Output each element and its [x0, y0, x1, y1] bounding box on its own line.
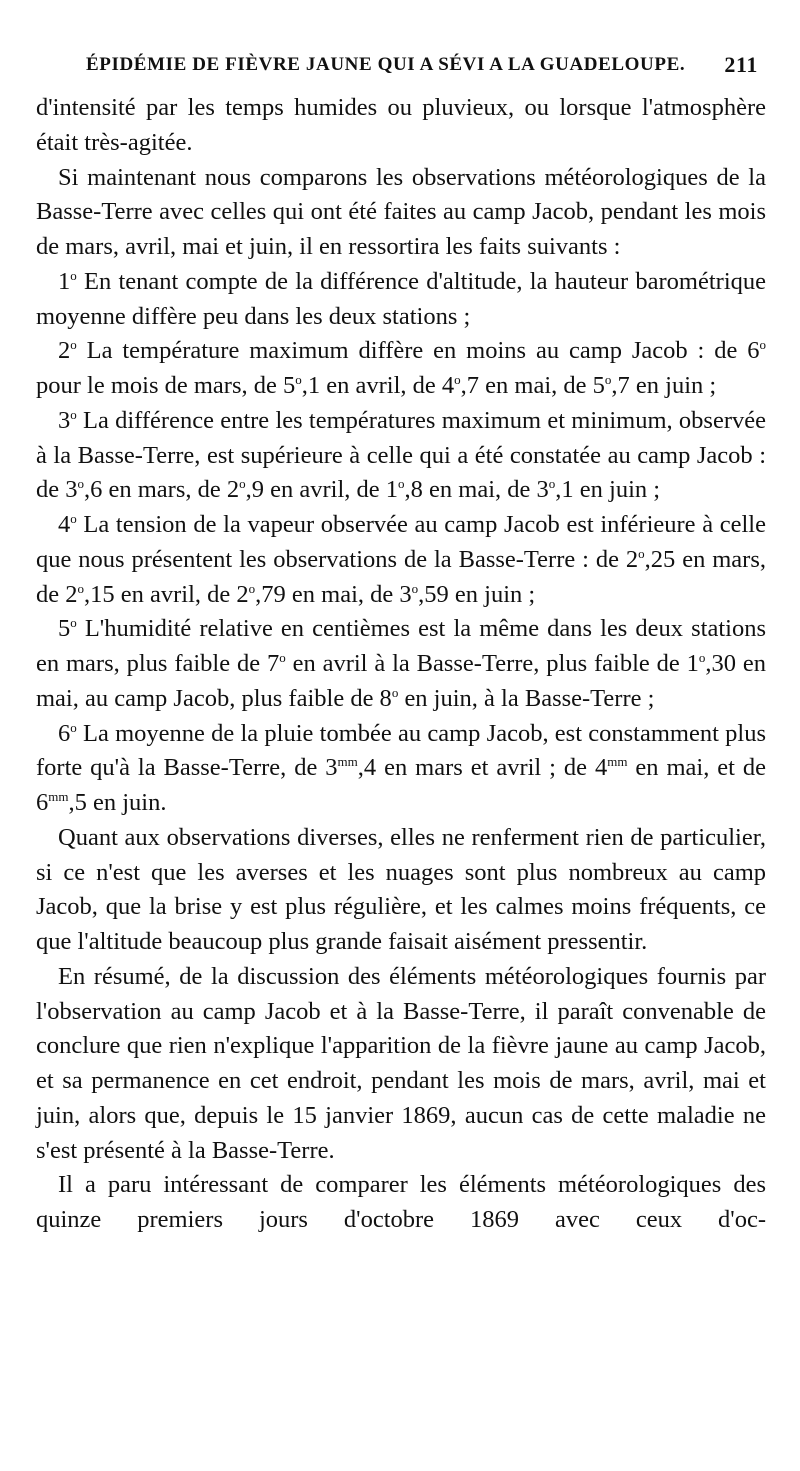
- text-run: En tenant compte de la différence d'altitude, la hauteur barométrique moyenne diffère peu dans les deux stations ;: [36, 267, 766, 330]
- text-run: ,30 en mai, au camp Jacob, plus faible de 8: [36, 650, 766, 712]
- text-run: La moyenne de la pluie tombée au camp Jacob, est constamment plus forte qu'à la Basse-Terre, de 3: [36, 719, 766, 782]
- superscript: o: [70, 719, 77, 735]
- text-run: En résumé, de la discussion des éléments météorologiques fournis par l'observation au camp Jacob et à la Basse-Terre, il paraît convenable de conclure que rien n'explique l'apparition de la fièvre jaune au camp Jacob, et sa permanence en cet endroit, pendant les mois de mars, avril, mai et juin, alors que, depuis le 15 janvier 1869, aucun cas de cette maladie ne s'est présenté à la Basse-Terre.: [36, 962, 766, 1164]
- superscript: o: [77, 580, 84, 596]
- text-run: La température maximum diffère en moins au camp Jacob : de 6: [76, 337, 760, 365]
- text-run: 5: [58, 615, 71, 643]
- text-run: Quant aux observations diverses, elles ne renferment rien de particulier, si ce n'est que les averses et les nuages sont plus nombreux au camp Jacob, que la brise y est plus régulière, et les calmes moins fréquents, ce que l'altitude beaucoup plus grande faisait aisément pressentir.: [36, 823, 766, 955]
- text-run: La tension de la vapeur observée au camp Jacob est inférieure à celle que nous présentent les observations de la Basse-Terre : de 2: [36, 511, 766, 573]
- text-run: ,7 en juin ;: [611, 372, 717, 399]
- superscript: o: [604, 371, 612, 387]
- superscript: o: [279, 649, 286, 665]
- paragraph: [36, 821, 766, 960]
- text-run: ,59 en juin ;: [418, 580, 536, 608]
- text-run: ,5 en juin.: [68, 789, 167, 816]
- text-run: ,7 en mai, de 5: [460, 372, 605, 399]
- superscript: o: [398, 476, 405, 492]
- paragraph: [36, 612, 766, 716]
- superscript: o: [70, 267, 77, 283]
- superscript: o: [77, 476, 84, 492]
- text-run: ,8 en mai, de 3: [404, 476, 549, 504]
- superscript: o: [70, 406, 77, 422]
- text-run: Il a paru intéressant de comparer les éléments météorologiques des quinze premiers jours d'octobre 1869 avec ceux d'oc-: [36, 1171, 766, 1233]
- text-run: 2: [58, 337, 71, 365]
- superscript: o: [248, 580, 256, 596]
- text-run: 6: [58, 719, 71, 747]
- text-run: en juin, à la Basse-Terre ;: [398, 684, 655, 712]
- text-run: ,9 en avril, de 1: [245, 476, 399, 504]
- superscript: mm: [337, 754, 358, 770]
- running-header: [86, 48, 758, 82]
- text-run: ,15 en avril, de 2: [84, 580, 249, 608]
- paragraph: [36, 161, 766, 265]
- paragraph: [36, 960, 766, 1169]
- text-run: 3: [58, 406, 71, 434]
- superscript: o: [698, 649, 706, 665]
- text-run: ,25 en mars, de 2: [36, 545, 766, 608]
- text-run: ,79 en mai, de 3: [255, 580, 412, 608]
- superscript: o: [70, 510, 77, 526]
- text-run: en mai, et de 6: [36, 754, 767, 816]
- superscript: mm: [607, 754, 628, 770]
- text-run: ,6 en mars, de 2: [84, 476, 240, 504]
- paragraph: [36, 404, 766, 508]
- paragraph: [36, 1168, 766, 1238]
- superscript: o: [454, 371, 461, 387]
- paragraph: [36, 717, 766, 821]
- text-run: 1: [58, 267, 71, 295]
- paragraph: [36, 334, 766, 404]
- text-run: 4: [58, 511, 71, 538]
- superscript: o: [548, 476, 556, 492]
- text-run: en avril à la Basse-Terre, plus faible de 1: [285, 650, 699, 677]
- superscript: o: [239, 476, 246, 492]
- superscript: o: [295, 371, 302, 387]
- paragraph: [36, 508, 766, 612]
- text-run: ,4 en mars et avril ; de 4: [357, 754, 608, 782]
- text-run: Si maintenant nous comparons les observations météorologiques de la Basse-Terre avec celles qui ont été faites au camp Jacob, pendant les mois de mars, avril, mai et juin, il en ressortira les faits suivants :: [36, 163, 766, 260]
- body-text: [36, 91, 766, 1238]
- superscript: o: [638, 545, 645, 561]
- superscript: o: [391, 684, 399, 700]
- text-run: ,1 en juin ;: [555, 476, 661, 504]
- text-run: pour le mois de mars, de 5: [36, 372, 296, 399]
- superscript: mm: [48, 788, 69, 804]
- text-run: La différence entre les températures maximum et minimum, observée à la Basse-Terre, est supérieure à celle qui a été constatée au camp Jacob : de 3: [36, 406, 766, 504]
- text-run: d'intensité par les temps humides ou pluvieux, ou lorsque l'atmosphère était très-agitée.: [36, 94, 766, 156]
- text-run: L'humidité relative en centièmes est la même dans les deux stations en mars, plus faible de 7: [36, 615, 766, 677]
- paragraph: [36, 265, 766, 335]
- superscript: o: [70, 337, 77, 353]
- superscript: o: [411, 580, 419, 596]
- paragraph: [36, 91, 766, 161]
- page-number: 211: [724, 52, 758, 77]
- superscript: o: [759, 337, 766, 353]
- text-run: ,1 en avril, de 4: [301, 372, 455, 399]
- superscript: o: [70, 615, 77, 631]
- running-title: ÉPIDÉMIE DE FIÈVRE JAUNE QUI A SÉVI A LA GUADELOUPE.: [86, 54, 686, 75]
